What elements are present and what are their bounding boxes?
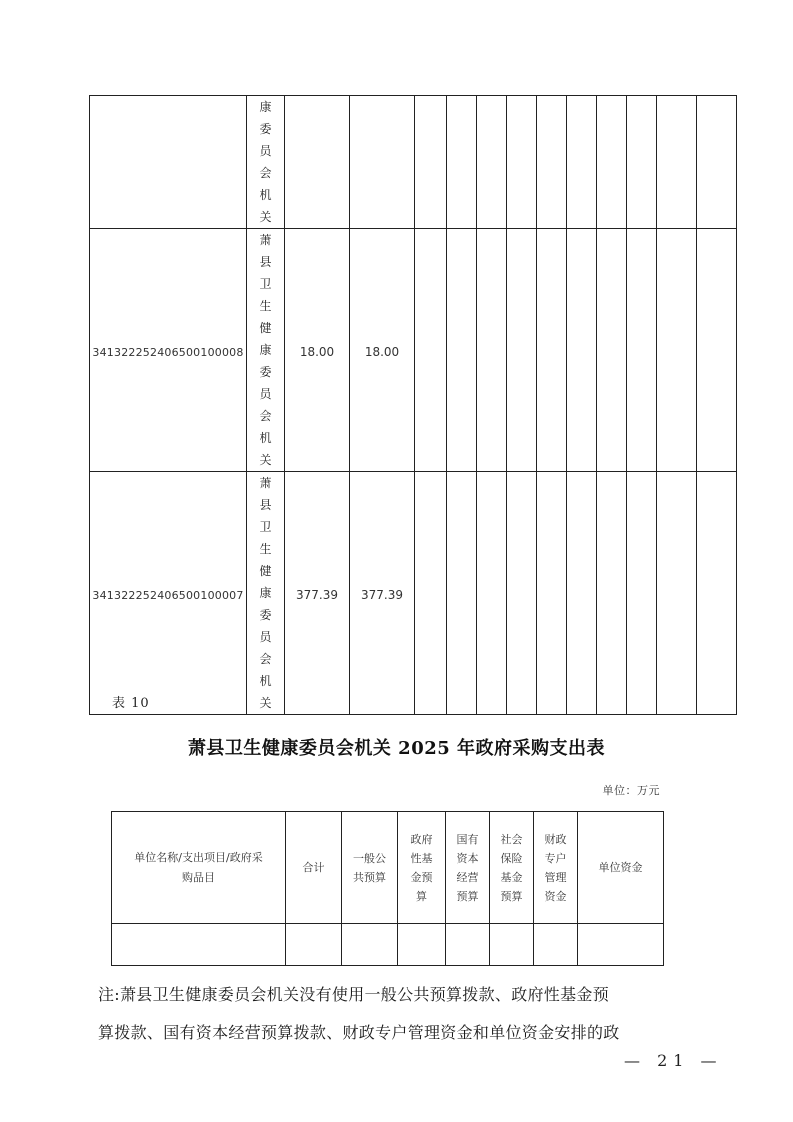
unit-name-cell: 萧 县 卫 生 健 康 委 员 会 机 关 bbox=[247, 472, 285, 715]
header-unit-name: 单位名称/支出项目/政府采 购品目 bbox=[112, 812, 286, 924]
total-cell: 377.39 bbox=[285, 472, 350, 715]
table-header-row bbox=[112, 812, 664, 924]
unit-name-cell: 萧 县 卫 生 健 康 委 员 会 机 关 bbox=[247, 229, 285, 472]
header-state-capital-budget: 国有 资本 经营 预算 bbox=[446, 812, 490, 924]
table-row bbox=[90, 472, 737, 715]
total-cell bbox=[285, 96, 350, 229]
table-row bbox=[112, 924, 664, 966]
table-number-label: 表 10 bbox=[112, 696, 150, 711]
total-cell: 18.00 bbox=[285, 229, 350, 472]
page-title: 萧县卫生健康委员会机关 2025 年政府采购支出表 bbox=[187, 738, 606, 759]
project-code-cell bbox=[90, 96, 247, 229]
header-unit-funds: 单位资金 bbox=[578, 812, 664, 924]
amount-cell bbox=[350, 96, 415, 229]
unit-name-cell: 康 委 员 会 机 关 bbox=[247, 96, 285, 229]
header-gov-fund-budget: 政府 性基 金预 算 bbox=[398, 812, 446, 924]
header-general-budget: 一般公 共预算 bbox=[342, 812, 398, 924]
project-code-cell: 341322252406500100008 bbox=[90, 229, 247, 472]
header-fiscal-account-funds: 财政 专户 管理 资金 bbox=[534, 812, 578, 924]
table-row bbox=[90, 96, 737, 229]
amount-cell: 377.39 bbox=[350, 472, 415, 715]
header-total: 合计 bbox=[286, 812, 342, 924]
header-social-insurance-budget: 社会 保险 基金 预算 bbox=[490, 812, 534, 924]
page-number: — 21 — bbox=[624, 1051, 723, 1070]
table-row bbox=[90, 229, 737, 472]
unit-label: 单位：万元 bbox=[602, 784, 660, 797]
project-code-cell: 341322252406500100007 bbox=[90, 472, 247, 715]
note-line: 注:萧县卫生健康委员会机关没有使用一般公共预算拨款、政府性基金预 bbox=[98, 985, 609, 1004]
procurement-detail-table bbox=[89, 95, 737, 715]
note-line: 算拨款、国有资本经营预算拨款、财政专户管理资金和单位资金安排的政 bbox=[98, 1023, 620, 1042]
note-paragraph bbox=[98, 976, 698, 1052]
amount-cell: 18.00 bbox=[350, 229, 415, 472]
procurement-expenditure-table bbox=[111, 811, 664, 966]
